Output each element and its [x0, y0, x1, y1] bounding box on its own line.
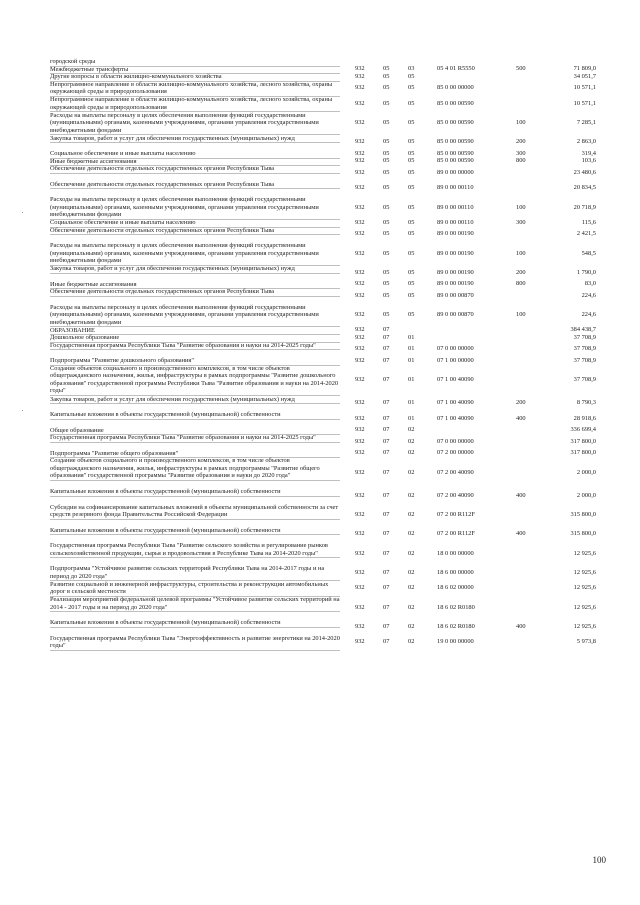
row-name: Расходы на выплаты персоналу в целях обеспечения выполнения функций государственными (муниципальными) органами, казенными учреждениями, органами управления государственными внебюджетными фондами — [50, 242, 340, 266]
row-vr: 100 — [516, 119, 526, 127]
row-name: Расходы на выплаты персоналу в целях обеспечения выполнения функций государственными (муниципальными) органами, казенными учреждениями, органами управления государственными внебюджетными фондами — [50, 112, 340, 136]
row-rz: 05 — [383, 249, 390, 257]
table-row — [0, 242, 640, 265]
row-cs: 85 0 00 00590 — [437, 119, 474, 127]
row-name: Подпрограмма "Развитие дошкольного образования" — [50, 357, 340, 366]
row-rz: 07 — [383, 584, 390, 592]
row-pr: 01 — [408, 399, 415, 407]
table-row — [0, 488, 640, 504]
row-gr: 932 — [355, 184, 365, 192]
page-number: 100 — [592, 855, 606, 865]
row-cs: 89 0 00 00000 — [437, 168, 474, 176]
row-sum: 224,6 — [581, 311, 596, 319]
row-rz: 07 — [383, 399, 390, 407]
table-row — [0, 357, 640, 365]
row-name: Субсидии на софинансирование капитальных вложений в объекты муниципальной собственности за счет средств резервного фонда Правительства Российской Федерации — [50, 503, 339, 519]
row-sum: 317 800,0 — [570, 449, 596, 457]
row-sum: 20 834,5 — [573, 184, 596, 192]
row-vr: 800 — [516, 280, 526, 288]
row-pr: 05 — [408, 138, 415, 146]
table-row — [0, 158, 640, 166]
row-cs: 07 2 00 00000 — [437, 449, 474, 457]
row-cs: 89 0 00 00190 — [437, 280, 474, 288]
row-pr: 02 — [408, 622, 415, 630]
row-name: Расходы на выплаты персоналу в целях обеспечения выполнения функций государственными (муниципальными) органами, казенными учреждениями, органами управления государственными внебюджетными фондами — [50, 196, 340, 220]
row-vr: 100 — [516, 203, 526, 211]
row-name: Расходы на выплаты персоналу в целях обеспечения выполнения функций государственными (муниципальными) органами, казенными учреждениями, органами управления государственными внебюджетными фондами — [50, 304, 340, 328]
row-cs: 85 0 00 00000 — [437, 84, 474, 92]
row-vr: 100 — [516, 249, 526, 257]
table-row — [0, 281, 640, 289]
row-name: Межбюджетные трансферты — [50, 66, 340, 75]
row-gr: 932 — [355, 65, 365, 73]
row-gr: 932 — [355, 376, 365, 384]
row-gr: 932 — [355, 345, 365, 353]
row-gr: 932 — [355, 149, 365, 157]
row-sum: 7 285,1 — [576, 119, 596, 127]
table-row — [0, 411, 640, 427]
table-row — [0, 450, 640, 458]
row-name: ОБРАЗОВАНИЕ — [50, 327, 340, 336]
row-rz: 05 — [383, 268, 390, 276]
row-sum: 34 051,7 — [573, 72, 596, 80]
row-pr: 02 — [408, 491, 415, 499]
table-row — [0, 73, 640, 81]
budget-table — [0, 58, 640, 650]
row-name: Непрограммное направление в области жилищно-коммунального хозяйства, лесного хозяйства, охраны окружающей среды и природопользования — [50, 96, 340, 112]
row-name: Социальное обеспечение и иные выплаты населению — [50, 150, 340, 159]
row-rz: 05 — [383, 280, 390, 288]
row-name: Капитальные вложения в объекты государственной (муниципальной) собственности — [50, 619, 340, 628]
row-cs: 18 6 02 R0180 — [437, 603, 475, 611]
row-gr: 932 — [355, 549, 365, 557]
row-sum: 23 480,6 — [573, 168, 596, 176]
table-row — [0, 427, 640, 435]
row-gr: 932 — [355, 333, 365, 341]
row-sum: 5 973,8 — [576, 638, 596, 646]
row-vr: 400 — [516, 491, 526, 499]
row-pr: 01 — [408, 333, 415, 341]
row-gr: 932 — [355, 249, 365, 257]
row-cs: 89 0 00 00870 — [437, 311, 474, 319]
row-sum: 12 925,6 — [573, 603, 596, 611]
row-name: Государственная программа Республики Тыва "Развитие образования и науки на 2014-2025 годы" — [50, 434, 340, 443]
row-rz: 07 — [383, 356, 390, 364]
table-row — [0, 181, 640, 197]
row-sum: 83,0 — [584, 280, 596, 288]
row-pr: 05 — [408, 280, 415, 288]
row-cs: 07 2 00 R112F — [437, 530, 475, 538]
row-vr: 100 — [516, 311, 526, 319]
row-sum: 1 790,0 — [576, 268, 596, 276]
table-row — [0, 265, 640, 281]
row-rz: 07 — [383, 549, 390, 557]
row-cs: 85 0 00 00590 — [437, 99, 474, 107]
row-cs: 07 0 00 00000 — [437, 437, 474, 445]
row-vr: 200 — [516, 138, 526, 146]
row-gr: 932 — [355, 584, 365, 592]
table-row — [0, 457, 640, 488]
row-name: Иные бюджетные ассигнования — [50, 158, 340, 167]
row-cs: 07 1 00 00000 — [437, 356, 474, 364]
row-cs: 07 1 00 40090 — [437, 414, 474, 422]
row-gr: 932 — [355, 414, 365, 422]
table-row — [0, 227, 640, 243]
row-gr: 932 — [355, 268, 365, 276]
row-sum: 2 863,0 — [576, 138, 596, 146]
row-gr: 932 — [355, 491, 365, 499]
row-gr: 932 — [355, 426, 365, 434]
row-cs: 07 2 00 40090 — [437, 468, 474, 476]
row-cs: 07 1 00 40090 — [437, 376, 474, 384]
row-name: Обеспечение деятельности отдельных государственных органов Республики Тыва — [50, 288, 340, 297]
table-row — [0, 219, 640, 227]
row-rz: 07 — [383, 414, 390, 422]
row-cs: 19 0 00 00000 — [437, 638, 474, 646]
row-pr: 02 — [408, 568, 415, 576]
row-pr: 02 — [408, 603, 415, 611]
row-rz: 05 — [383, 119, 390, 127]
table-row — [0, 635, 640, 651]
row-vr: 400 — [516, 622, 526, 630]
row-vr: 200 — [516, 399, 526, 407]
row-pr: 05 — [408, 268, 415, 276]
row-rz: 05 — [383, 311, 390, 319]
table-row — [0, 81, 640, 97]
row-sum: 28 918,6 — [573, 414, 596, 422]
row-name: Подпрограмма "Устойчивое развитие сельских территорий Республики Тыва на 2014-2017 годы и на период до 2020 года" — [50, 565, 340, 581]
row-rz: 07 — [383, 449, 390, 457]
row-pr: 05 — [408, 184, 415, 192]
row-rz: 05 — [383, 157, 390, 165]
row-rz: 05 — [383, 184, 390, 192]
row-sum: 317 800,0 — [570, 437, 596, 445]
row-name: Создание объектов социального и производственного комплексов, в том числе объектов общегражданского назначения, жилья, инфраструктуры в рамках подпрограммы "Развитие общего образования" государственной программы "Развитие образования и науки до 2020 года" — [50, 457, 340, 481]
row-gr: 932 — [355, 356, 365, 364]
row-name: Иные бюджетные ассигнования — [50, 281, 340, 290]
row-pr: 01 — [408, 414, 415, 422]
row-rz: 07 — [383, 491, 390, 499]
row-pr: 05 — [408, 218, 415, 226]
table-row — [0, 342, 640, 358]
row-name: Закупка товаров, работ и услуг для обеспечения государственных (муниципальных) нужд — [50, 265, 340, 274]
row-gr: 932 — [355, 468, 365, 476]
row-rz: 07 — [383, 530, 390, 538]
table-row — [0, 396, 640, 412]
table-row — [0, 565, 640, 581]
row-cs: 89 0 00 00190 — [437, 249, 474, 257]
row-gr: 932 — [355, 449, 365, 457]
table-row — [0, 596, 640, 619]
row-name: Создание объектов социального и производственного комплексов, в том числе объектов общегражданского назначения, жилья, инфраструктуры в рамках подпрограммы "Развитие дошкольного образования" государственной программы Республики Тыва "Развитие образования и науки на 2014-2020 годы" — [50, 364, 339, 395]
row-cs: 85 0 00 00590 — [437, 138, 474, 146]
row-pr: 02 — [408, 437, 415, 445]
row-pr: 02 — [408, 549, 415, 557]
row-sum: 2 000,0 — [576, 491, 596, 499]
row-rz: 05 — [383, 149, 390, 157]
table-row — [0, 504, 640, 527]
row-pr: 02 — [408, 530, 415, 538]
table-row — [0, 581, 640, 597]
row-sum: 12 925,6 — [573, 568, 596, 576]
row-rz: 07 — [383, 603, 390, 611]
row-name: Капитальные вложения в объекты государственной (муниципальной) собственности — [50, 411, 340, 420]
row-sum: 71 809,0 — [573, 65, 596, 73]
row-gr: 932 — [355, 511, 365, 519]
row-name: Подпрограмма "Развитие общего образования" — [50, 450, 340, 459]
row-name: Закупка товаров, работ и услуг для обеспечения государственных (муниципальных) нужд — [50, 396, 340, 405]
row-sum: 315 800,0 — [570, 530, 596, 538]
row-vr: 500 — [516, 65, 526, 73]
row-rz: 07 — [383, 638, 390, 646]
table-row — [0, 135, 640, 151]
row-pr: 01 — [408, 376, 415, 384]
table-row — [0, 527, 640, 543]
row-cs: 85 0 00 00590 — [437, 149, 474, 157]
row-cs: 07 1 00 40090 — [437, 399, 474, 407]
row-name: Дошкольное образование — [50, 334, 340, 343]
row-pr: 05 — [408, 84, 415, 92]
row-name: Государственная программа Республики Тыва "Развитие образования и науки на 2014-2025 годы" — [50, 342, 340, 351]
row-pr: 02 — [408, 584, 415, 592]
row-pr: 05 — [408, 168, 415, 176]
table-row — [0, 327, 640, 335]
row-sum: 2 421,5 — [576, 230, 596, 238]
row-sum: 548,5 — [581, 249, 596, 257]
row-gr: 932 — [355, 99, 365, 107]
row-pr: 05 — [408, 311, 415, 319]
table-row — [0, 66, 640, 74]
row-rz: 07 — [383, 568, 390, 576]
table-row — [0, 365, 640, 396]
row-rz: 05 — [383, 84, 390, 92]
row-rz: 05 — [383, 65, 390, 73]
table-row — [0, 196, 640, 219]
row-cs: 07 0 00 00000 — [437, 345, 474, 353]
row-pr: 02 — [408, 638, 415, 646]
row-name: Другие вопросы в области жилищно-коммунального хозяйства — [50, 73, 340, 82]
row-pr: 05 — [408, 249, 415, 257]
scan-speck — [22, 212, 23, 213]
table-row — [0, 58, 640, 66]
row-cs: 89 0 00 00110 — [437, 184, 474, 192]
row-rz: 07 — [383, 333, 390, 341]
row-pr: 05 — [408, 119, 415, 127]
row-gr: 932 — [355, 138, 365, 146]
row-pr: 02 — [408, 511, 415, 519]
row-gr: 932 — [355, 311, 365, 319]
row-gr: 932 — [355, 203, 365, 211]
row-cs: 18 6 02 R0180 — [437, 622, 475, 630]
row-gr: 932 — [355, 603, 365, 611]
row-name: Капитальные вложения в объекты государственной (муниципальной) собственности — [50, 488, 340, 497]
table-row — [0, 96, 640, 112]
row-cs: 18 6 00 00000 — [437, 568, 474, 576]
row-sum: 115,6 — [581, 218, 596, 226]
row-pr: 02 — [408, 426, 415, 434]
row-cs: 07 2 00 40090 — [437, 491, 474, 499]
row-sum: 336 699,4 — [570, 426, 596, 434]
scan-speck — [22, 410, 23, 411]
row-sum: 20 718,9 — [573, 203, 596, 211]
row-gr: 932 — [355, 157, 365, 165]
table-row — [0, 304, 640, 327]
row-sum: 2 000,0 — [576, 468, 596, 476]
row-sum: 319,4 — [581, 149, 596, 157]
table-row — [0, 334, 640, 342]
row-gr: 932 — [355, 84, 365, 92]
table-row — [0, 112, 640, 135]
row-sum: 10 571,1 — [573, 99, 596, 107]
row-name: Капитальные вложения в объекты государственной (муниципальной) собственности — [50, 527, 340, 536]
row-gr: 932 — [355, 399, 365, 407]
row-name: Непрограммное направление в области жилищно-коммунального хозяйства, лесного хозяйства, охраны окружающей среды и природопользования — [50, 81, 340, 97]
row-pr: 05 — [408, 149, 415, 157]
row-rz: 05 — [383, 203, 390, 211]
row-name: Государственная программа Республики Тыва "Энергоэффективность и развитие энергетики на 2014-2020 годы" — [50, 634, 340, 650]
row-vr: 300 — [516, 149, 526, 157]
row-rz: 07 — [383, 326, 390, 334]
row-vr: 300 — [516, 218, 526, 226]
row-cs: 89 0 00 00110 — [437, 218, 474, 226]
row-sum: 37 708,9 — [573, 345, 596, 353]
row-gr: 932 — [355, 638, 365, 646]
row-sum: 37 708,9 — [573, 333, 596, 341]
row-gr: 932 — [355, 72, 365, 80]
row-gr: 932 — [355, 218, 365, 226]
row-name: Государственная программа Республики Тыва "Развитие сельского хозяйства и регулирование рынков сельскохозяйственной продукции, сырья и продовольствия в Республике Тыва на 2014-2020 годы" — [50, 542, 340, 558]
row-cs: 89 0 00 00190 — [437, 268, 474, 276]
row-gr: 932 — [355, 291, 365, 299]
row-name: Развитие социальной и инженерной инфраструктуры, строительства и реконструкции автомобильных дорог в сельской местности — [50, 581, 340, 597]
row-gr: 932 — [355, 168, 365, 176]
row-gr: 932 — [355, 280, 365, 288]
table-row — [0, 165, 640, 181]
row-name: Реализация мероприятий федеральной целевой программы "Устойчивое развитие сельских территорий на 2014 - 2017 годы и на период до 2020 года" — [50, 596, 340, 611]
row-cs: 89 0 00 00110 — [437, 203, 474, 211]
row-sum: 224,6 — [581, 291, 596, 299]
row-rz: 07 — [383, 345, 390, 353]
row-name: городской среды — [50, 58, 340, 67]
row-sum: 315 800,0 — [570, 511, 596, 519]
row-name: Социальное обеспечение и иные выплаты населению — [50, 219, 340, 228]
row-pr: 05 — [408, 157, 415, 165]
row-cs: 07 2 00 R112F — [437, 511, 475, 519]
row-pr: 02 — [408, 468, 415, 476]
row-gr: 932 — [355, 437, 365, 445]
row-vr: 200 — [516, 268, 526, 276]
row-name: Общее образование — [50, 427, 340, 436]
row-pr: 03 — [408, 65, 415, 73]
row-sum: 37 708,9 — [573, 376, 596, 384]
row-cs: 89 0 00 00870 — [437, 291, 474, 299]
row-pr: 02 — [408, 449, 415, 457]
row-pr: 05 — [408, 72, 415, 80]
row-sum: 37 708,9 — [573, 356, 596, 364]
row-gr: 932 — [355, 326, 365, 334]
row-rz: 07 — [383, 511, 390, 519]
row-sum: 10 571,1 — [573, 84, 596, 92]
row-sum: 103,6 — [581, 157, 596, 165]
row-cs: 18 6 02 00000 — [437, 584, 474, 592]
row-rz: 05 — [383, 218, 390, 226]
row-pr: 05 — [408, 203, 415, 211]
row-gr: 932 — [355, 119, 365, 127]
row-rz: 07 — [383, 376, 390, 384]
row-rz: 05 — [383, 291, 390, 299]
row-vr: 400 — [516, 414, 526, 422]
row-rz: 05 — [383, 168, 390, 176]
row-rz: 05 — [383, 72, 390, 80]
row-name: Обеспечение деятельности отдельных государственных органов Республики Тыва — [50, 165, 340, 174]
row-sum: 12 925,6 — [573, 584, 596, 592]
row-rz: 07 — [383, 437, 390, 445]
row-gr: 932 — [355, 530, 365, 538]
row-rz: 07 — [383, 622, 390, 630]
row-rz: 07 — [383, 468, 390, 476]
row-rz: 05 — [383, 230, 390, 238]
row-pr: 01 — [408, 345, 415, 353]
row-vr: 800 — [516, 157, 526, 165]
row-pr: 05 — [408, 99, 415, 107]
row-rz: 07 — [383, 426, 390, 434]
table-row — [0, 542, 640, 565]
row-rz: 05 — [383, 99, 390, 107]
table-row — [0, 434, 640, 450]
table-row — [0, 150, 640, 158]
row-sum: 384 438,7 — [570, 326, 596, 334]
row-name: Обеспечение деятельности отдельных государственных органов Республики Тыва — [50, 181, 340, 190]
row-name: Закупка товаров, работ и услуг для обеспечения государственных (муниципальных) нужд — [50, 135, 340, 144]
row-pr: 01 — [408, 356, 415, 364]
row-vr: 400 — [516, 530, 526, 538]
row-sum: 12 925,6 — [573, 549, 596, 557]
table-row — [0, 288, 640, 304]
table-row — [0, 619, 640, 635]
row-rz: 05 — [383, 138, 390, 146]
row-pr: 05 — [408, 230, 415, 238]
row-sum: 8 790,3 — [576, 399, 596, 407]
row-sum: 12 925,6 — [573, 622, 596, 630]
row-gr: 932 — [355, 622, 365, 630]
row-gr: 932 — [355, 568, 365, 576]
row-cs: 85 0 00 00590 — [437, 157, 474, 165]
row-pr: 05 — [408, 291, 415, 299]
row-cs: 18 0 00 00000 — [437, 549, 474, 557]
row-name: Обеспечение деятельности отдельных государственных органов Республики Тыва — [50, 227, 340, 236]
row-cs: 05 4 01 R5550 — [437, 65, 475, 73]
row-gr: 932 — [355, 230, 365, 238]
row-cs: 89 0 00 00190 — [437, 230, 474, 238]
